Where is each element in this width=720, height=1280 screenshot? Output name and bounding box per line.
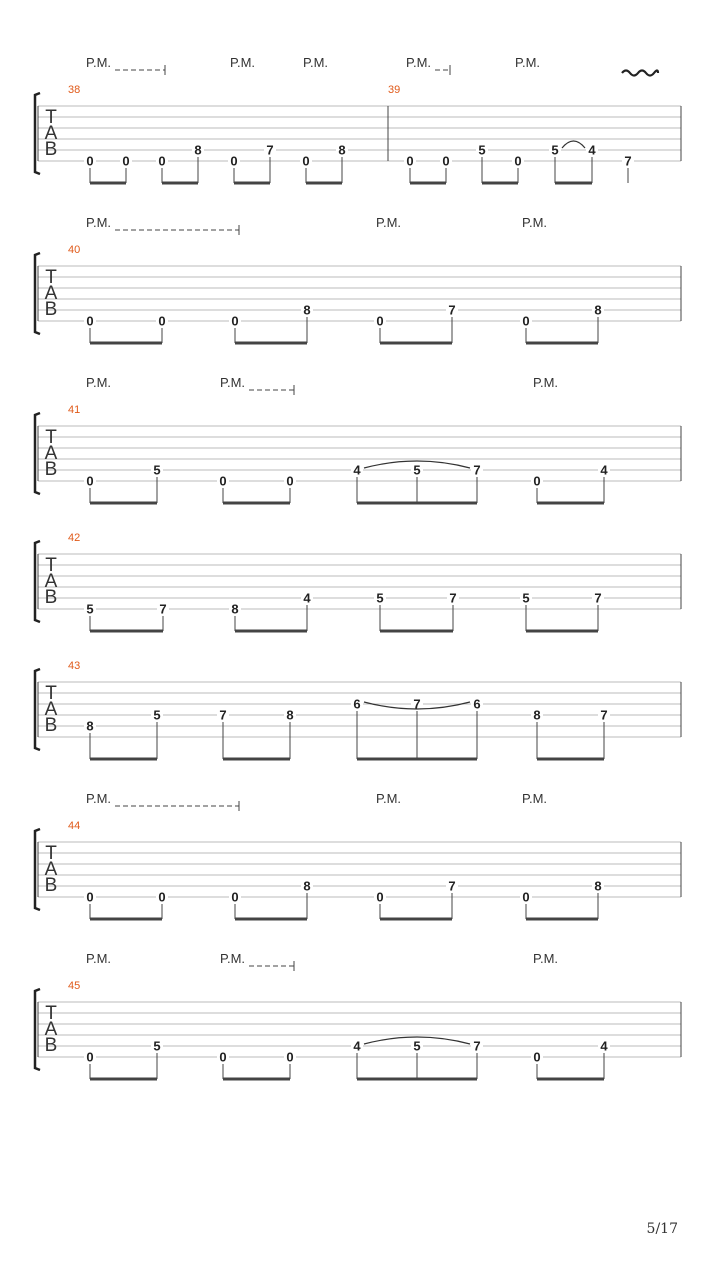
palm-mute-label: P.M. (303, 55, 329, 70)
fret-number: 5 (551, 142, 559, 158)
fret-number: 0 (219, 1049, 227, 1065)
palm-mute-label: P.M. (220, 951, 246, 966)
fret-number: 0 (522, 889, 530, 905)
tab-clef-letter: B (44, 587, 58, 608)
tab-clef-letter: A (44, 859, 58, 880)
measure-number: 45 (68, 980, 81, 992)
fret-number: 0 (86, 889, 94, 905)
fret-number: 8 (231, 601, 239, 617)
fret-number: 7 (219, 707, 227, 723)
palm-mute-label: P.M. (515, 55, 541, 70)
fret-number: 0 (230, 153, 238, 169)
fret-number: 0 (231, 889, 239, 905)
measure-number: 44 (68, 820, 81, 832)
tab-clef-letter: T (45, 843, 57, 864)
tab-clef-letter: B (44, 875, 58, 896)
tab-clef-letter: T (45, 555, 57, 576)
fret-number: 8 (303, 878, 311, 894)
fret-number: 5 (86, 601, 94, 617)
fret-number: 8 (594, 878, 602, 894)
fret-number: 0 (406, 153, 414, 169)
tab-clef-letter: T (45, 1003, 57, 1024)
fret-number: 0 (302, 153, 310, 169)
fret-number: 8 (86, 718, 94, 734)
fret-number: 5 (153, 1038, 161, 1054)
tab-clef-letter: B (44, 1035, 58, 1056)
measure-number: 39 (388, 84, 401, 96)
fret-number: 7 (473, 462, 481, 478)
palm-mute-label: P.M. (376, 215, 402, 230)
fret-number: 8 (194, 142, 202, 158)
fret-number: 0 (442, 153, 450, 169)
measure-number: 42 (68, 532, 81, 544)
tab-clef-letter: A (44, 1019, 58, 1040)
palm-mute-label: P.M. (230, 55, 256, 70)
fret-number: 7 (624, 153, 632, 169)
fret-number: 4 (303, 590, 311, 606)
fret-number: 7 (449, 590, 457, 606)
palm-mute-label: P.M. (86, 951, 112, 966)
fret-number: 7 (448, 878, 456, 894)
fret-number: 5 (153, 707, 161, 723)
fret-number: 7 (413, 696, 421, 712)
page-number: 5/17 (646, 1221, 678, 1237)
tab-clef-letter: B (44, 139, 58, 160)
vibrato-icon (622, 71, 658, 76)
tab-clef-letter: B (44, 715, 58, 736)
fret-number: 8 (303, 302, 311, 318)
fret-number: 7 (594, 590, 602, 606)
fret-number: 0 (533, 473, 541, 489)
fret-number: 4 (353, 462, 361, 478)
tab-clef-letter: B (44, 459, 58, 480)
measure-number: 41 (68, 404, 81, 416)
fret-number: 7 (448, 302, 456, 318)
palm-mute-label: P.M. (86, 375, 112, 390)
fret-number: 7 (266, 142, 274, 158)
fret-number: 0 (219, 473, 227, 489)
fret-number: 0 (533, 1049, 541, 1065)
fret-number: 0 (158, 313, 166, 329)
fret-number: 0 (376, 889, 384, 905)
tab-clef-letter: A (44, 571, 58, 592)
fret-number: 6 (473, 696, 481, 712)
palm-mute-label: P.M. (220, 375, 246, 390)
palm-mute-label: P.M. (86, 55, 112, 70)
palm-mute-label: P.M. (522, 791, 548, 806)
fret-number: 5 (478, 142, 486, 158)
tab-clef-letter: T (45, 267, 57, 288)
fret-number: 8 (286, 707, 294, 723)
tab-clef-letter: A (44, 283, 58, 304)
palm-mute-label: P.M. (522, 215, 548, 230)
tab-clef-letter: B (44, 299, 58, 320)
measure-number: 38 (68, 84, 81, 96)
tab-clef-letter: A (44, 699, 58, 720)
fret-number: 6 (353, 696, 361, 712)
fret-number: 7 (600, 707, 608, 723)
fret-number: 0 (86, 1049, 94, 1065)
fret-number: 0 (286, 1049, 294, 1065)
fret-number: 0 (86, 153, 94, 169)
fret-number: 5 (153, 462, 161, 478)
fret-number: 4 (353, 1038, 361, 1054)
fret-number: 0 (122, 153, 130, 169)
fret-number: 8 (594, 302, 602, 318)
fret-number: 0 (231, 313, 239, 329)
fret-number: 4 (600, 1038, 608, 1054)
tab-clef-letter: T (45, 427, 57, 448)
fret-number: 5 (413, 1038, 421, 1054)
fret-number: 0 (86, 313, 94, 329)
tab-clef-letter: A (44, 123, 58, 144)
fret-number: 8 (533, 707, 541, 723)
fret-number: 0 (522, 313, 530, 329)
fret-number: 4 (600, 462, 608, 478)
fret-number: 7 (159, 601, 167, 617)
fret-number: 8 (338, 142, 346, 158)
tab-clef-letter: T (45, 107, 57, 128)
palm-mute-label: P.M. (533, 951, 559, 966)
palm-mute-label: P.M. (86, 215, 112, 230)
fret-number: 0 (158, 889, 166, 905)
measure-number: 40 (68, 244, 81, 256)
fret-number: 0 (286, 473, 294, 489)
palm-mute-label: P.M. (86, 791, 112, 806)
fret-number: 7 (473, 1038, 481, 1054)
fret-number: 5 (413, 462, 421, 478)
tab-clef-letter: A (44, 443, 58, 464)
palm-mute-label: P.M. (533, 375, 559, 390)
tab-clef-letter: T (45, 683, 57, 704)
fret-number: 4 (588, 142, 596, 158)
measure-number: 43 (68, 660, 81, 672)
palm-mute-label: P.M. (406, 55, 432, 70)
palm-mute-label: P.M. (376, 791, 402, 806)
fret-number: 5 (522, 590, 530, 606)
slur (562, 141, 585, 148)
fret-number: 0 (86, 473, 94, 489)
fret-number: 0 (376, 313, 384, 329)
fret-number: 0 (158, 153, 166, 169)
fret-number: 0 (514, 153, 522, 169)
fret-number: 5 (376, 590, 384, 606)
